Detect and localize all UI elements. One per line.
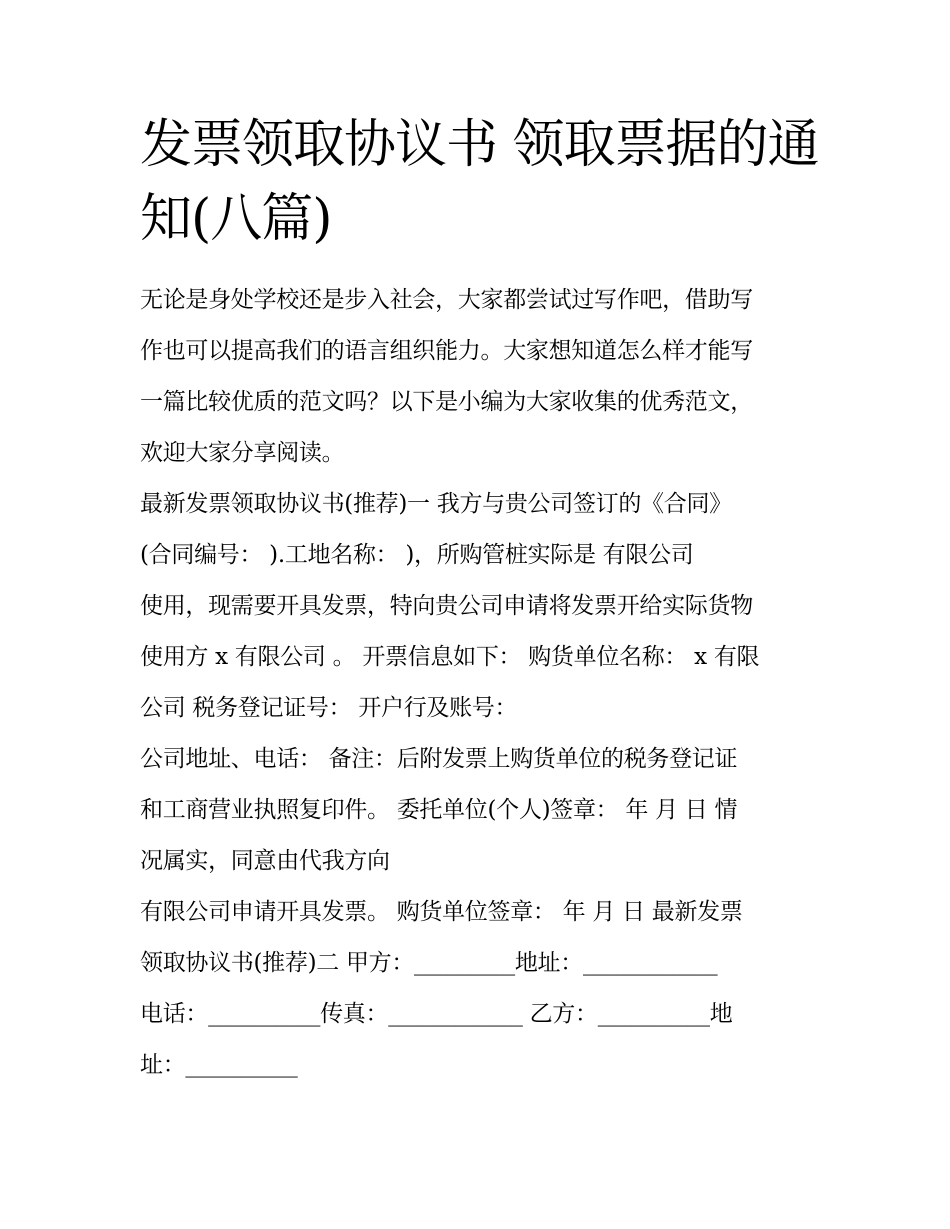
body-line: 电话：__________传真：____________ 乙方：__________地 bbox=[140, 1001, 733, 1027]
body-line: 最新发票领取协议书(推荐)一 我方与贵公司签订的《合同》 bbox=[140, 491, 732, 517]
body-line: 公司地址、电话： 备注：后附发票上购货单位的税务登记证 bbox=[140, 746, 738, 772]
body-line: 无论是身处学校还是步入社会，大家都尝试过写作吧，借助写 bbox=[140, 287, 753, 313]
body-line: 使用，现需要开具发票，特向贵公司申请将发票开给实际货物 bbox=[140, 593, 753, 619]
document-title bbox=[140, 108, 830, 256]
body-line: 公司 税务登记证号： 开户行及账号： bbox=[140, 695, 518, 721]
title-line-1: 发票领取协议书 领取票据的通 bbox=[140, 115, 819, 175]
body-line: 作也可以提高我们的语言组织能力。大家想知道怎么样才能写 bbox=[140, 338, 753, 364]
body-line: 领取协议书(推荐)二 甲方：_________地址：____________ bbox=[140, 950, 718, 976]
body-line: 址：__________ bbox=[140, 1052, 298, 1078]
body-line: 有限公司申请开具发票。 购货单位签章： 年 月 日 最新发票 bbox=[140, 899, 743, 925]
body-line: 欢迎大家分享阅读。 bbox=[140, 440, 345, 466]
body-line: 使用方 x 有限公司 。 开票信息如下： 购货单位名称： x 有限 bbox=[140, 644, 760, 670]
title-line-2: 知(八篇) bbox=[140, 189, 332, 249]
body-line: 一篇比较优质的范文吗？以下是小编为大家收集的优秀范文， bbox=[140, 389, 753, 415]
body-line: 况属实，同意由代我方向 bbox=[140, 848, 390, 874]
body-line: (合同编号： ).工地名称： )，所购管桩实际是 有限公司 bbox=[140, 542, 694, 568]
body-line: 和工商营业执照复印件。 委托单位(个人)签章： 年 月 日 情 bbox=[140, 797, 738, 823]
